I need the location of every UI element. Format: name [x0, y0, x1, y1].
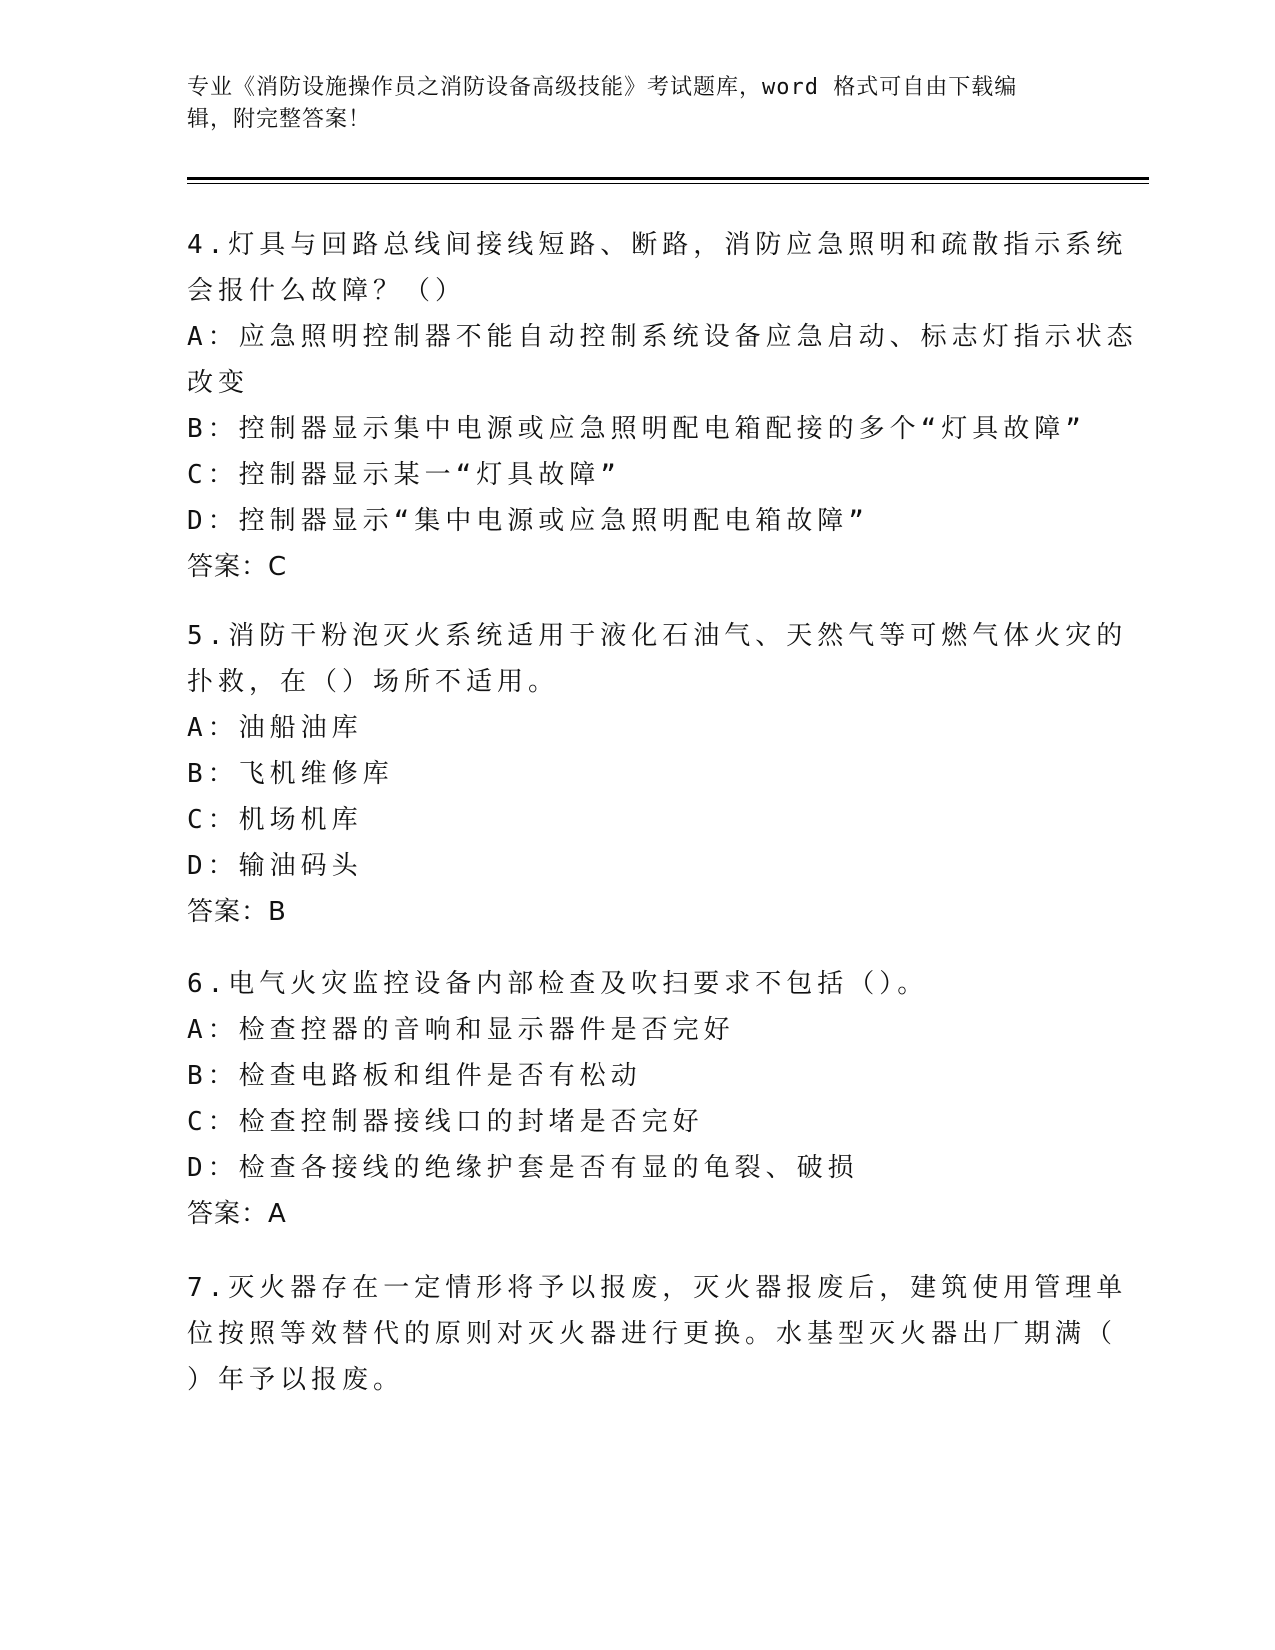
- option-c: C：控制器显示某一“灯具故障”: [187, 460, 621, 490]
- option-d: D：检查各接线的绝缘护套是否有显的龟裂、破损: [187, 1153, 859, 1183]
- header-line-1: 专业《消防设施操作员之消防设备高级技能》考试题库，word 格式可自由下载编: [187, 75, 1018, 100]
- answer-label: 答案：A: [187, 1199, 287, 1229]
- option-d: D：控制器显示“集中电源或应急照明配电箱故障”: [187, 506, 869, 536]
- question-stem-line: ）年予以报废。: [187, 1365, 405, 1395]
- answer-label: 答案：B: [187, 897, 287, 927]
- question-7: [187, 1265, 1128, 1403]
- question-stem-line: 会报什么故障？（）: [187, 276, 467, 306]
- option-a: A：油船油库: [187, 713, 363, 743]
- question-4: [187, 222, 1138, 590]
- question-stem-line: 4.灯具与回路总线间接线短路、断路，消防应急照明和疏散指示系统: [187, 230, 1128, 260]
- question-6: [187, 961, 1087, 1237]
- option-b: B：检查电路板和组件是否有松动: [187, 1061, 642, 1091]
- question-stem-line: 6.电气火灾监控设备内部检查及吹扫要求不包括（）。: [187, 969, 929, 999]
- option-a-continued: 改变: [187, 368, 250, 398]
- option-d: D：输油码头: [187, 851, 363, 881]
- question-stem-line: 5.消防干粉泡灭火系统适用于液化石油气、天然气等可燃气体火灾的: [187, 621, 1128, 651]
- option-a: A：检查控器的音响和显示器件是否完好: [187, 1015, 735, 1045]
- answer-label: 答案：C: [187, 552, 288, 582]
- option-b: B：控制器显示集中电源或应急照明配电箱配接的多个“灯具故障”: [187, 414, 1086, 444]
- option-c: C：机场机库: [187, 805, 363, 835]
- question-stem-line: 位按照等效替代的原则对灭火器进行更换。水基型灭火器出厂期满（: [187, 1319, 1118, 1349]
- question-stem-line: 7.灭火器存在一定情形将予以报废，灭火器报废后，建筑使用管理单: [187, 1273, 1128, 1303]
- question-stem-line: 扑救，在（）场所不适用。: [187, 667, 560, 697]
- question-5: [187, 613, 1128, 935]
- document-header: [187, 72, 1067, 136]
- option-c: C：检查控制器接线口的封堵是否完好: [187, 1107, 704, 1137]
- header-divider-thin: [187, 183, 1149, 184]
- header-line-2: 辑，附完整答案！: [187, 107, 372, 132]
- option-b: B：飞机维修库: [187, 759, 394, 789]
- option-a: A：应急照明控制器不能自动控制系统设备应急启动、标志灯指示状态: [187, 322, 1138, 352]
- header-divider-thick: [187, 177, 1149, 180]
